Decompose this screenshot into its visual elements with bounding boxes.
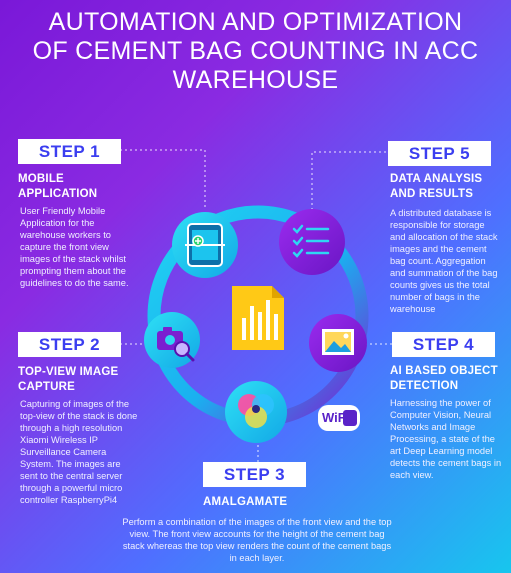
- step-2-heading: TOP-VIEW IMAGE CAPTURE: [18, 366, 119, 393]
- phone-scan-icon: [185, 224, 225, 266]
- step-2-disc: [144, 312, 200, 368]
- step-4-disc: [309, 314, 367, 372]
- step-3-badge: STEP 3: [203, 462, 306, 487]
- step-4-badge: STEP 4: [392, 332, 495, 357]
- title-line-2: OF CEMENT BAG COUNTING IN ACC: [32, 37, 479, 65]
- image-frame-icon: [322, 329, 354, 355]
- step-4-body: Harnessing the power of Computer Vision, Neural Networks and Image Processing, a state of the art Deep Learning model detects the cement bags in each view.: [390, 398, 502, 480]
- connector-step-5: [312, 152, 388, 210]
- step-5-badge: STEP 5: [388, 141, 491, 166]
- report-chart-icon: [232, 286, 284, 350]
- title-line-1: AUTOMATION AND OPTIMIZATION: [48, 8, 463, 36]
- step-1-heading: MOBILE APPLICATION: [18, 173, 98, 200]
- step-3-disc: [225, 381, 287, 443]
- step-1-badge: STEP 1: [18, 139, 121, 164]
- step-5-body: A distributed database is responsible for storage and allocation of the stack images and the cement bag count. Aggregation and summation of the bag counts gives us the total number of bags in the warehouse: [390, 208, 498, 314]
- step-3-body: Perform a combination of the images of the front view and the top view. The front view accounts for the height of the cement bag stack whereas the top view renders the count of the cement bags in each layer.: [122, 517, 392, 563]
- step-1-body: User Friendly Mobile Application for the warehouse workers to capture the front view images of the stack whilst prompting them about the guidelines to do the same.: [20, 206, 129, 288]
- wifi-icon: [322, 410, 358, 426]
- step-1-disc: [172, 212, 238, 278]
- title-line-3: WAREHOUSE: [172, 66, 339, 94]
- step-5-disc: [279, 209, 345, 275]
- step-5-heading: DATA ANALYSIS AND RESULTS: [390, 173, 483, 200]
- wifi-label: WiFi: [322, 410, 350, 425]
- step-2-body: Capturing of images of the top-view of the stack is done through a high resolution Xiaomi Wireless IP Surveillance Camera System. The images are sent to the central server through a powerful micro controller RaspberryPi4: [20, 399, 138, 505]
- step-4-heading: AI BASED OBJECT DETECTION: [390, 365, 498, 392]
- step-3-heading: AMALGAMATE: [203, 496, 288, 508]
- step-2-badge: STEP 2: [18, 332, 121, 357]
